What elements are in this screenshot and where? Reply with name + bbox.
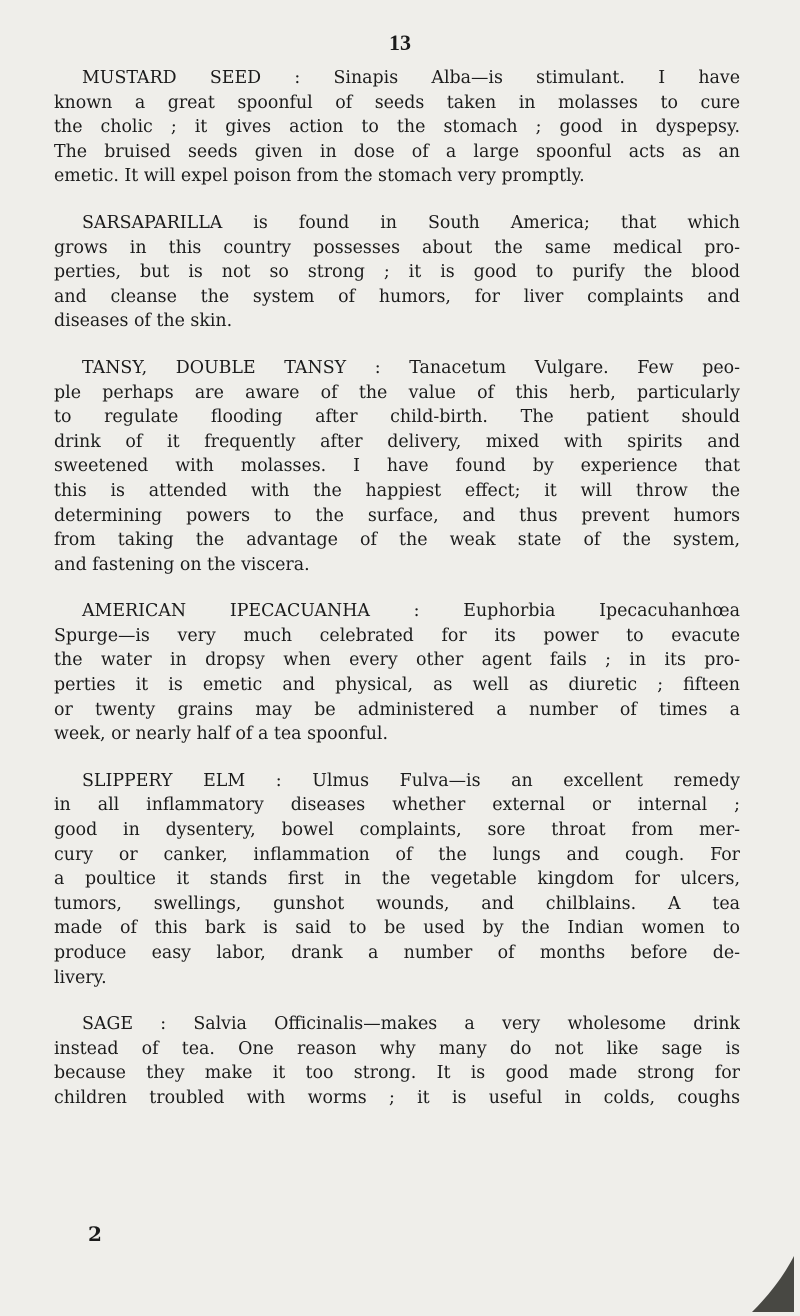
text-line: known a great spoonful of seeds taken in molasses to cure [54,92,740,113]
text-line: tumors, swellings, gunshot wounds, and chilblains. A tea [54,893,740,914]
text-line: this is attended with the happiest effect; it will throw the [54,480,740,501]
text-line: instead of tea. One reason why many do not like sage is [54,1038,740,1059]
text-line: and cleanse the system of humors, for liver complaints and [54,286,740,307]
text-line: perties, but is not so strong ; it is good to purify the blood [54,262,740,283]
text-line: a poultice it stands first in the vegetable kingdom for ulcers, [54,869,740,890]
text-line: children troubled with worms ; it is useful in colds, coughs [54,1087,740,1108]
text-line: made of this bark is said to be used by the Indian women to [54,918,740,939]
text-line: cury or canker, inflammation of the lungs and cough. For [54,844,740,865]
text-block [54,66,740,1133]
text-line: perties it is emetic and physical, as well as diuretic ; fifteen [54,675,740,696]
entry-mustard-seed [54,66,740,189]
text-line: diseases of the skin. [54,311,233,332]
text-line: MUSTARD SEED : Sinapis Alba—is stimulant. I have [82,68,740,88]
text-line: The bruised seeds given in dose of a large spoonful acts as an [54,141,740,162]
text-line: and fastening on the viscera. [54,554,310,575]
text-line: to regulate flooding after child-birth. The patient should [54,407,740,428]
text-line: SLIPPERY ELM : Ulmus Fulva—is an excellent remedy [82,770,740,791]
entry-sarsaparilla [54,211,740,334]
text-line: grows in this country possesses about the same medical pro- [54,237,740,258]
text-line: the water in dropsy when every other agent fails ; in its pro- [54,650,740,671]
text-line: ple perhaps are aware of the value of this herb, particularly [54,382,740,403]
text-line: in all inflammatory diseases whether external or internal ; [54,795,740,816]
text-line: the cholic ; it gives action to the stomach ; good in dyspepsy. [54,117,740,138]
text-line: TANSY, DOUBLE TANSY : Tanacetum Vulgare. Few peo- [82,357,740,378]
text-line: drink of it frequently after delivery, mixed with spirits and [54,431,740,452]
text-line: Spurge—is very much celebrated for its power to evacute [54,625,740,646]
text-line: sweetened with molasses. I have found by experience that [54,456,740,477]
signature-mark: 2 [88,1222,102,1246]
text-line: AMERICAN IPECACUANHA : Euphorbia Ipecacuhanhœa [82,601,740,622]
text-line: from taking the advantage of the weak state of the system, [54,530,740,551]
text-line: because they make it too strong. It is good made strong for [54,1063,740,1084]
text-line: emetic. It will expel poison from the stomach very promptly. [54,166,585,187]
entry-american-ipecacuanha [54,599,740,747]
entry-tansy [54,356,740,577]
text-line: or twenty grains may be administered a number of times a [54,699,740,720]
page-number: 13 [389,30,411,55]
text-line: livery. [54,967,107,988]
text-line: SAGE : Salvia Officinalis—makes a very wholesome drink [82,1014,740,1035]
entry-sage [54,1012,740,1110]
text-line: SARSAPARILLA is found in South America; that which [82,212,740,233]
text-line: good in dysentery, bowel complaints, sore throat from mer- [54,820,740,841]
text-line: produce easy labor, drank a number of months before de- [54,943,740,963]
entry-slippery-elm [54,769,740,990]
text-line: determining powers to the surface, and thus prevent humors [54,505,740,526]
text-line: week, or nearly half of a tea spoonful. [54,724,388,745]
page-corner-smudge [750,1256,794,1312]
